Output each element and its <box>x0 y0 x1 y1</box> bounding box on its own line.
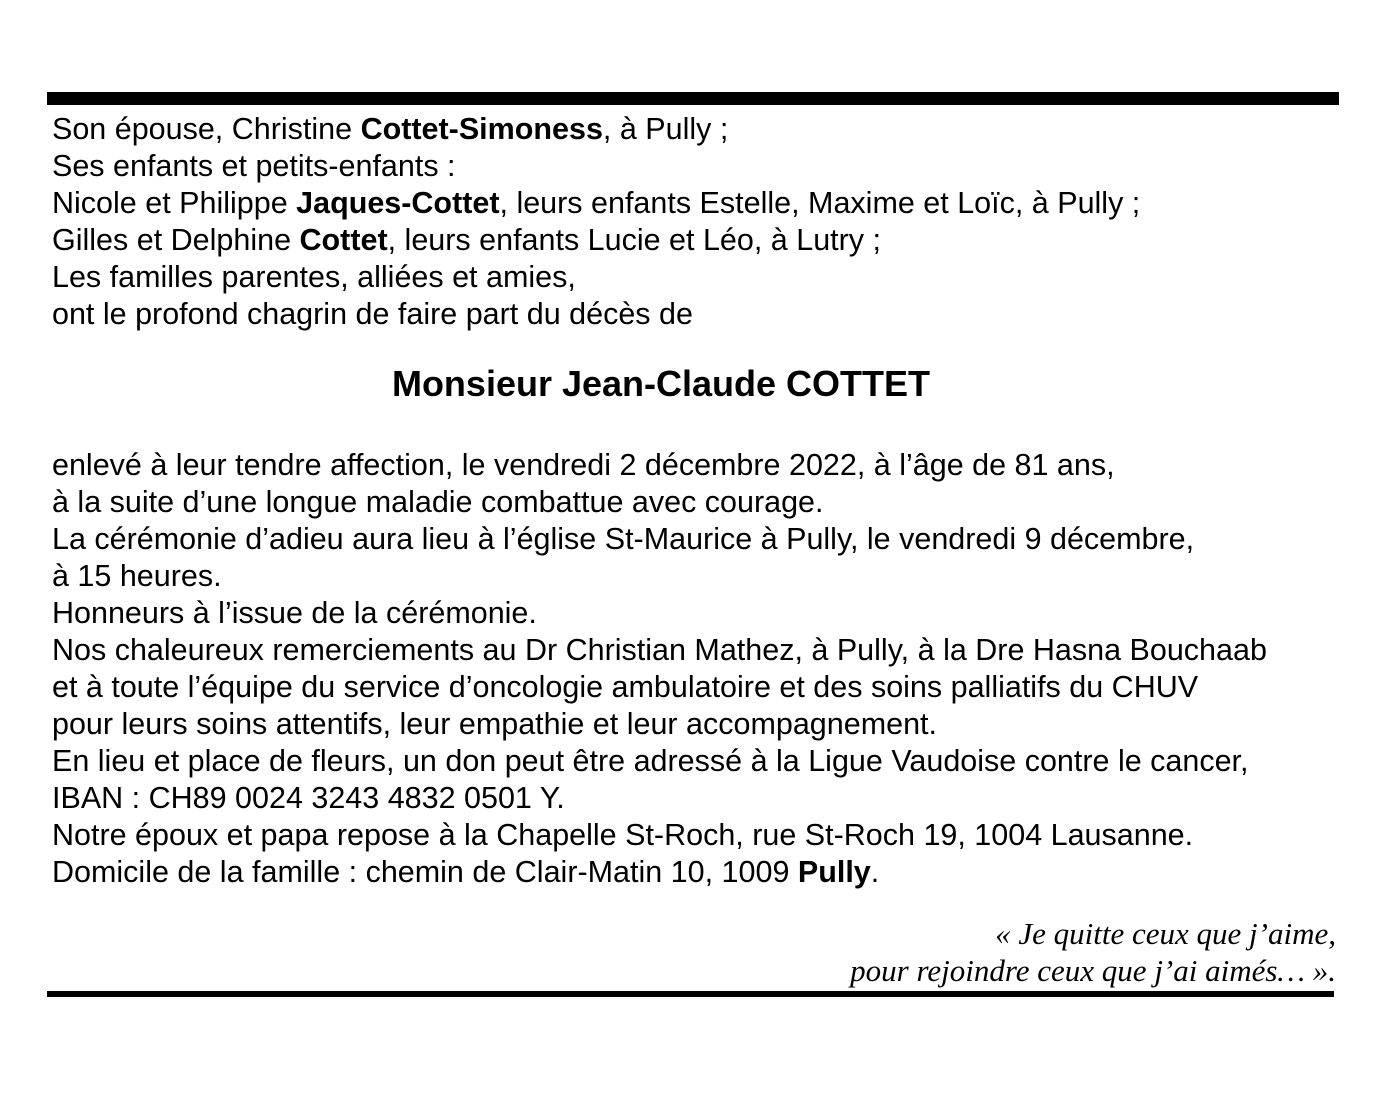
text-segment: et à toute l’équipe du service d’oncologie ambulatoire et des soins palliatifs du CHUV <box>52 670 1199 704</box>
text-segment: Notre époux et papa repose à la Chapelle St-Roch, rue St-Roch 19, 1004 Lausanne. <box>52 818 1194 852</box>
text-segment: Les familles parentes, alliées et amies, <box>52 260 576 294</box>
text-segment: à 15 heures. <box>52 559 222 593</box>
text-line <box>52 296 1140 333</box>
text-line <box>52 447 1267 484</box>
text-segment: Nicole et Philippe <box>52 186 297 220</box>
text-line <box>52 111 1140 148</box>
text-segment: . <box>870 855 880 889</box>
text-line <box>52 632 1267 669</box>
text-line <box>52 484 1267 521</box>
bold-name-segment: Pully <box>797 855 871 889</box>
quote-line-1: « Je quitte ceux que j’aime, <box>995 916 1336 951</box>
text-line <box>52 222 1140 259</box>
text-segment: Son épouse, Christine <box>52 112 361 146</box>
text-line <box>52 558 1267 595</box>
text-line <box>52 743 1267 780</box>
text-segment: En lieu et place de fleurs, un don peut être adressé à la Ligue Vaudoise contre le cancer, <box>52 744 1249 778</box>
text-line <box>52 669 1267 706</box>
memorial-quote <box>850 915 1336 989</box>
text-segment: IBAN : CH89 0024 3243 4832 0501 Y. <box>52 781 565 815</box>
text-segment: Domicile de la famille : chemin de Clair-Matin 10, 1009 <box>52 855 798 889</box>
quote-line-2: pour rejoindre ceux que j’ai aimés… ». <box>850 953 1336 988</box>
top-divider-rule <box>47 92 1339 105</box>
text-line <box>52 706 1267 743</box>
text-segment: ont le profond chagrin de faire part du décès de <box>52 297 693 331</box>
bold-name-segment: Cottet-Simoness <box>360 112 603 146</box>
text-segment: , leurs enfants Lucie et Léo, à Lutry ; <box>387 223 881 257</box>
text-line <box>52 185 1140 222</box>
text-segment: pour leurs soins attentifs, leur empathie et leur accompagnement. <box>52 707 937 741</box>
text-line <box>52 817 1267 854</box>
deceased-name-title: Monsieur Jean-Claude COTTET <box>391 363 931 404</box>
text-segment: enlevé à leur tendre affection, le vendredi 2 décembre 2022, à l’âge de 81 ans, <box>52 448 1115 482</box>
family-intro-paragraph <box>52 111 1140 333</box>
text-line <box>52 521 1267 558</box>
text-line <box>52 259 1140 296</box>
bold-name-segment: Cottet <box>299 223 388 257</box>
text-segment: à la suite d’une longue maladie combattue avec courage. <box>52 485 824 519</box>
announcement-body-paragraph <box>52 447 1267 891</box>
text-line <box>52 780 1267 817</box>
bold-name-segment: Jaques-Cottet <box>296 186 500 220</box>
text-segment: , à Pully ; <box>602 112 729 146</box>
text-line <box>52 148 1140 185</box>
text-segment: Gilles et Delphine <box>52 223 300 257</box>
text-segment: , leurs enfants Estelle, Maxime et Loïc, à Pully ; <box>499 186 1141 220</box>
text-segment: Ses enfants et petits-enfants : <box>52 149 456 183</box>
text-line <box>52 854 1267 891</box>
text-segment: Honneurs à l’issue de la cérémonie. <box>52 596 537 630</box>
text-line <box>52 595 1267 632</box>
text-segment: La cérémonie d’adieu aura lieu à l’église St-Maurice à Pully, le vendredi 9 décembre, <box>52 522 1195 556</box>
bottom-divider-rule <box>47 991 1334 997</box>
text-segment: Nos chaleureux remerciements au Dr Christian Mathez, à Pully, à la Dre Hasna Bouchaab <box>52 633 1267 667</box>
